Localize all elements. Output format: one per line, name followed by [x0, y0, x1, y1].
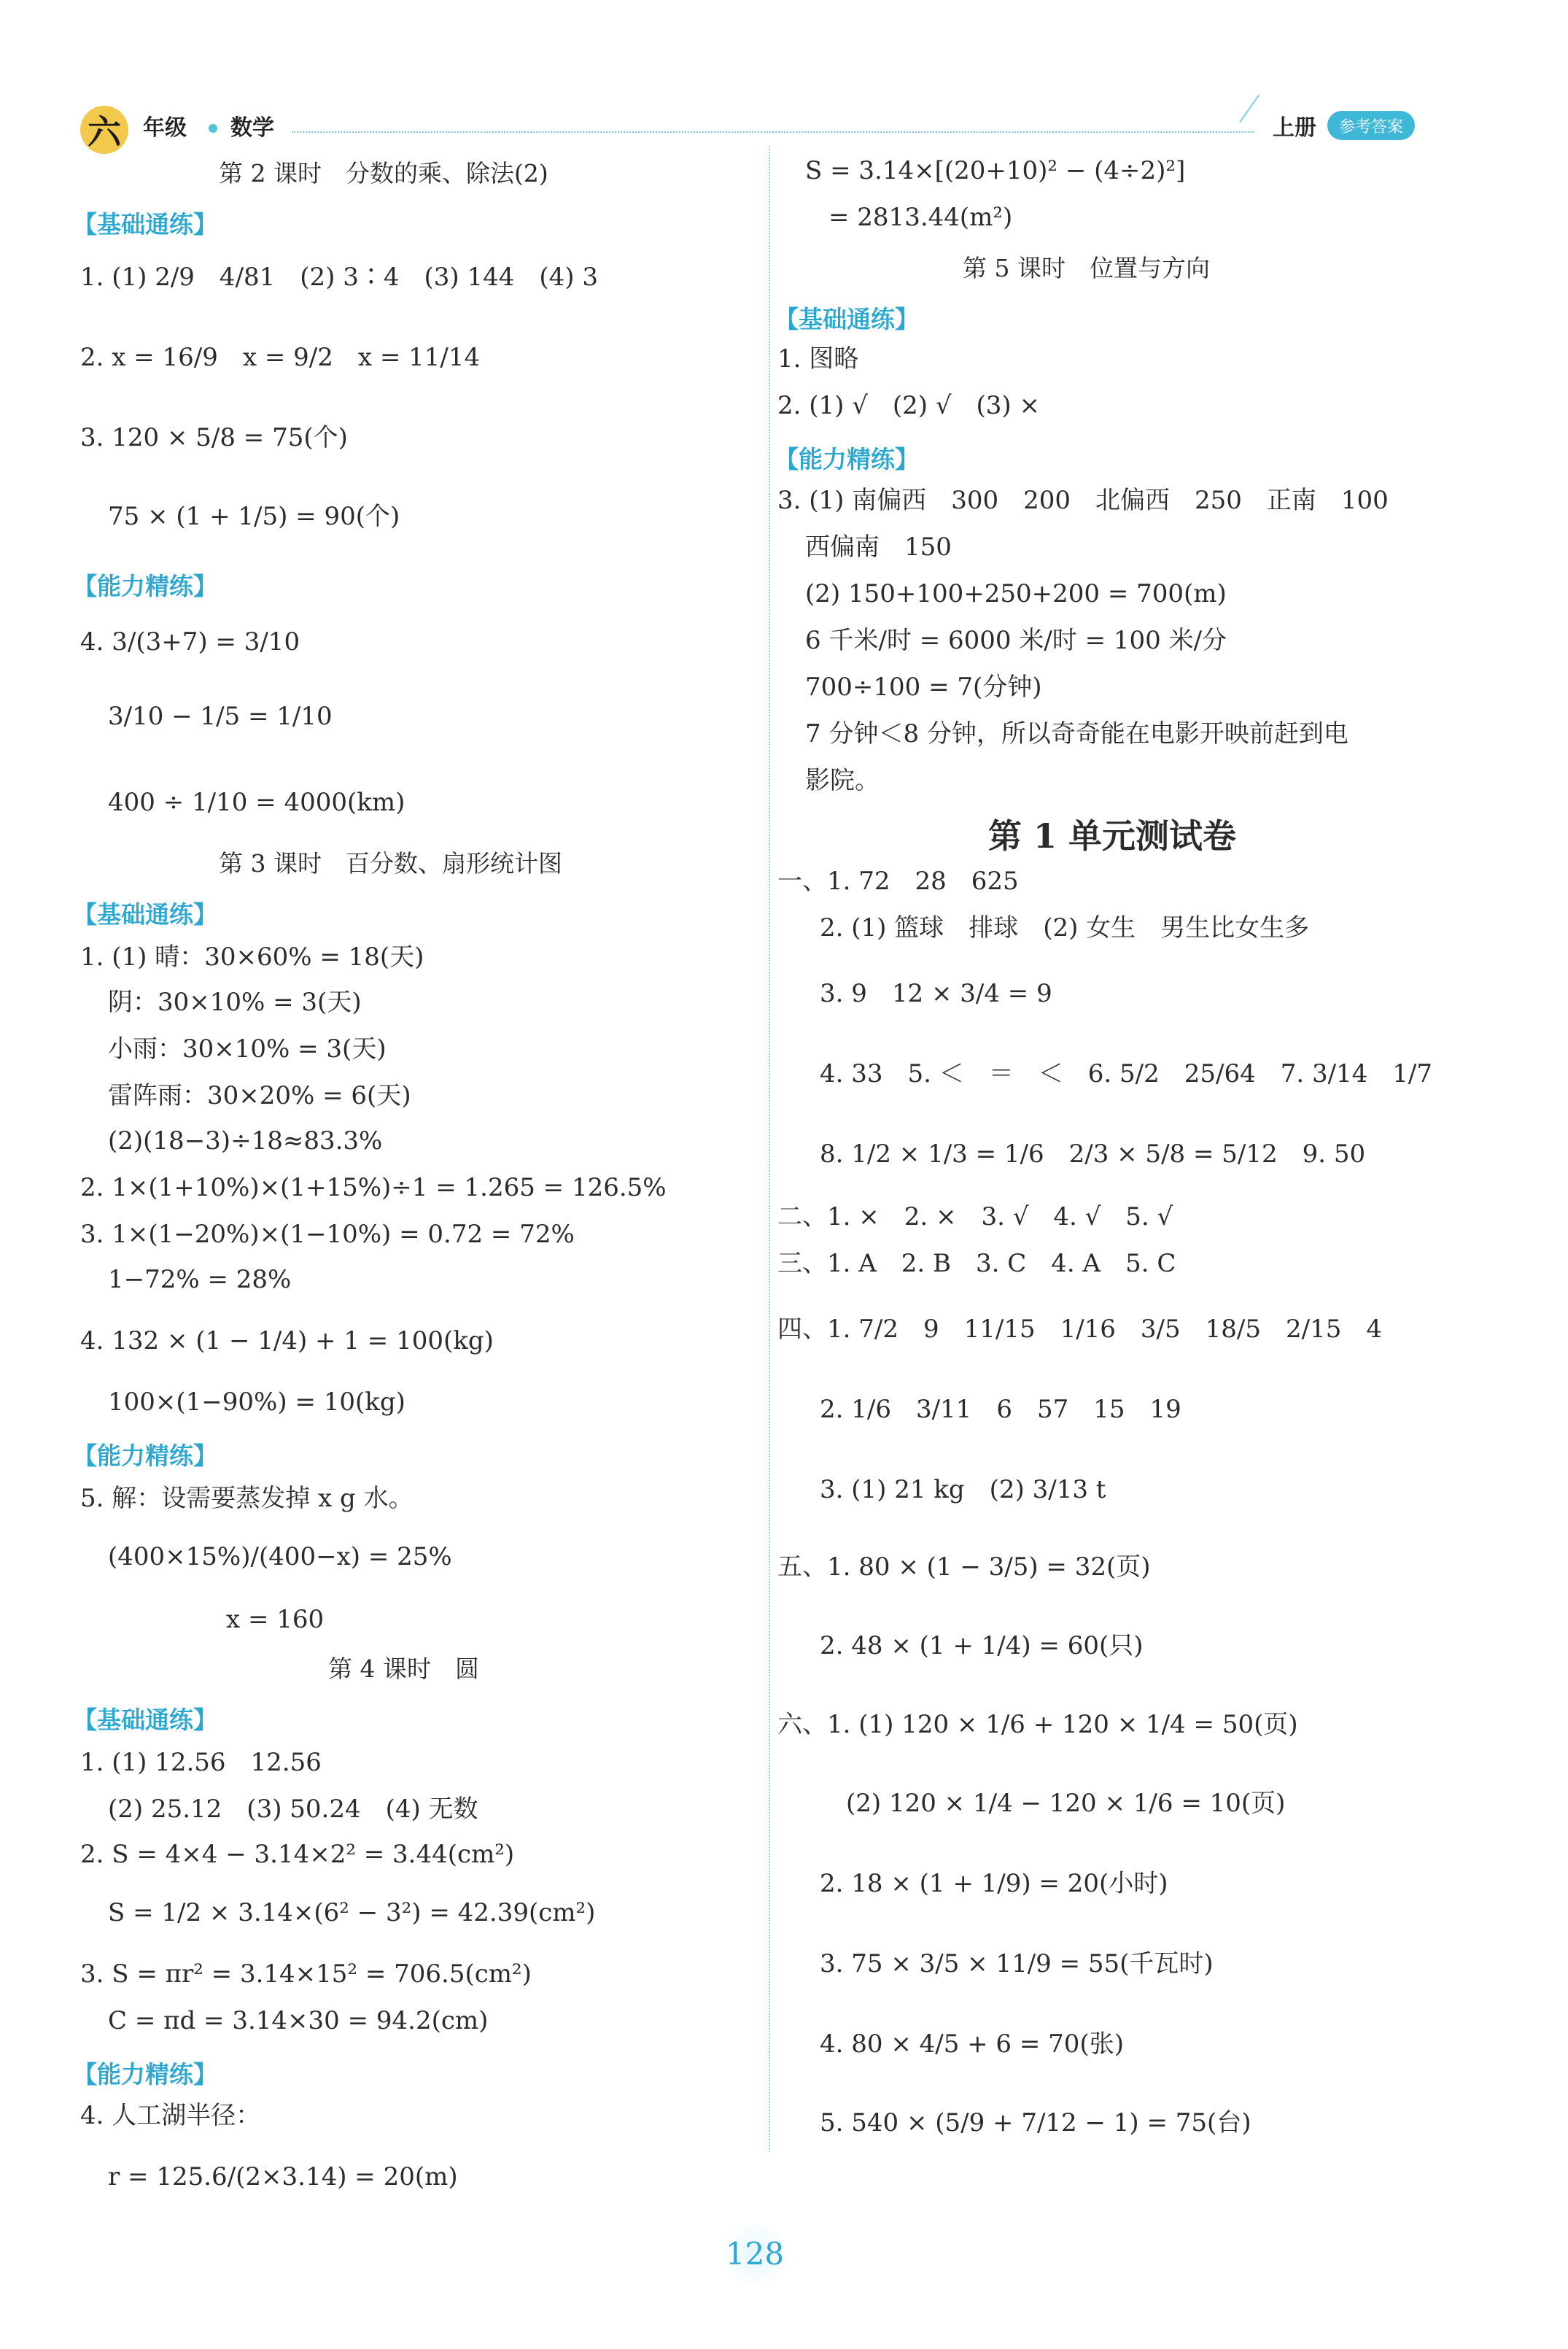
answer-line: 2. S = 4×4 − 3.14×2² = 3.44(cm²)	[80, 1840, 515, 1869]
lesson-title: 第 3 课时 百分数、扇形统计图	[219, 849, 562, 878]
answer-line: 二、1. × 2. × 3. √ 4. √ 5. √	[777, 1202, 1173, 1231]
answer-line: 四、1. 7/2 9 11/15 1/16 3/5 18/5 2/15 4	[777, 1315, 1382, 1344]
section-heading: 【能力精练】	[73, 2060, 217, 2089]
separator-dot-icon	[209, 124, 217, 133]
answer-line: 2. 18 × (1 + 1/9) = 20(小时)	[820, 1869, 1168, 1898]
section-heading: 【基础通练】	[775, 305, 919, 333]
answer-line: 阴：30×10% = 3(天)	[108, 988, 362, 1017]
section-heading: 【基础通练】	[73, 1706, 217, 1734]
lesson-title: 第 4 课时 圆	[328, 1655, 479, 1683]
answer-line: 4. 132 × (1 − 1/4) + 1 = 100(kg)	[80, 1326, 494, 1355]
answer-line: (2) 25.12 (3) 50.24 (4) 无数	[108, 1795, 478, 1824]
lesson-title: 第 2 课时 分数的乘、除法(2)	[219, 159, 548, 187]
answer-line: 700÷100 = 7(分钟)	[805, 673, 1042, 702]
volume-label: 上册	[1273, 115, 1316, 141]
answer-line: = 2813.44(m²)	[828, 203, 1013, 232]
answer-line: 3. (1) 南偏西 300 200 北偏西 250 正南 100	[777, 486, 1389, 515]
answer-line: (400×15%)/(400−x) = 25%	[108, 1542, 452, 1571]
answer-line: 2. x = 16/9 x = 9/2 x = 11/14	[80, 343, 481, 372]
answer-line: r = 125.6/(2×3.14) = 20(m)	[108, 2162, 458, 2191]
answer-line: 2. 48 × (1 + 1/4) = 60(只)	[820, 1631, 1144, 1660]
subject-label: 数学	[230, 115, 274, 141]
answer-line: 3. 75 × 3/5 × 11/9 = 55(千瓦时)	[820, 1949, 1214, 1978]
answer-line: (2) 120 × 1/4 − 120 × 1/6 = 10(页)	[846, 1789, 1286, 1818]
answer-line: (2)(18−3)÷18≈83.3%	[108, 1126, 383, 1156]
answer-line: 4. 33 5. ＜ ＝ ＜ 6. 5/2 25/64 7. 3/14 1/7	[820, 1059, 1433, 1088]
answer-line: 西偏南 150	[805, 533, 952, 562]
answer-line: 4. 3/(3+7) = 3/10	[80, 627, 300, 657]
lesson-title: 第 5 课时 位置与方向	[963, 254, 1210, 282]
section-heading: 【能力精练】	[73, 1441, 217, 1470]
answer-line: 3. (1) 21 kg (2) 3/13 t	[820, 1475, 1106, 1504]
answer-line: 5. 解：设需要蒸发掉 x g 水。	[80, 1484, 414, 1513]
answer-line: 1. (1) 2/9 4/81 (2) 3∶4 (3) 144 (4) 3	[80, 263, 598, 292]
section-heading: 【能力精练】	[775, 445, 919, 473]
page-number: 128	[715, 2225, 795, 2283]
answer-line: 1. (1) 12.56 12.56	[80, 1748, 322, 1777]
header-divider	[292, 131, 1254, 133]
column-divider	[769, 146, 770, 2152]
answer-line: 3. S = πr² = 3.14×15² = 706.5(cm²)	[80, 1959, 532, 1989]
answer-line: 2. (1) √ (2) √ (3) ×	[777, 391, 1040, 420]
answer-line: 影院。	[805, 766, 880, 795]
answer-line: 2. 1/6 3/11 6 57 15 19	[820, 1395, 1181, 1424]
answer-line: S = 3.14×[(20+10)² − (4÷2)²]	[805, 156, 1186, 185]
answer-line: 3. 1×(1−20%)×(1−10%) = 0.72 = 72%	[80, 1220, 575, 1249]
answer-line: 雷阵雨：30×20% = 6(天)	[108, 1081, 411, 1110]
answer-line: 2. (1) 篮球 排球 (2) 女生 男生比女生多	[820, 913, 1310, 943]
answer-line: 1. 图略	[777, 344, 859, 374]
answer-line: 4. 人工湖半径：	[80, 2101, 261, 2130]
answer-line: 五、1. 80 × (1 − 3/5) = 32(页)	[777, 1552, 1151, 1582]
header-slash	[1239, 95, 1260, 123]
answer-line: 400 ÷ 1/10 = 4000(km)	[108, 788, 405, 817]
answer-line: 2. 1×(1+10%)×(1+15%)÷1 = 1.265 = 126.5%	[80, 1173, 667, 1202]
section-heading: 【能力精练】	[73, 572, 217, 600]
answer-line: 4. 80 × 4/5 + 6 = 70(张)	[820, 2029, 1124, 2059]
answer-line: 100×(1−90%) = 10(kg)	[108, 1388, 405, 1417]
answer-line: 3. 120 × 5/8 = 75(个)	[80, 423, 348, 452]
answer-line: 一、1. 72 28 625	[777, 867, 1019, 896]
answer-line: x = 160	[226, 1605, 325, 1634]
answer-line: 1. (1) 晴：30×60% = 18(天)	[80, 943, 424, 972]
grade-label: 年级	[143, 115, 187, 141]
answer-line: 8. 1/2 × 1/3 = 1/6 2/3 × 5/8 = 5/12 9. 50	[820, 1139, 1366, 1169]
answer-line: 3/10 − 1/5 = 1/10	[108, 702, 333, 731]
answer-line: 3. 9 12 × 3/4 = 9	[820, 979, 1052, 1008]
answer-line: 三、1. A 2. B 3. C 4. A 5. C	[777, 1249, 1176, 1278]
answer-badge: 参考答案	[1327, 111, 1415, 140]
answer-line: 6 千米/时 = 6000 米/时 = 100 米/分	[805, 626, 1227, 655]
page-header	[0, 0, 1568, 152]
answer-line: 1−72% = 28%	[108, 1265, 292, 1294]
grade-badge: 六	[80, 106, 128, 154]
section-heading: 【基础通练】	[73, 210, 217, 239]
answer-line: S = 1/2 × 3.14×(6² − 3²) = 42.39(cm²)	[108, 1898, 596, 1927]
answer-line: 5. 540 × (5/9 + 7/12 − 1) = 75(台)	[820, 2108, 1251, 2137]
answer-line: 75 × (1 + 1/5) = 90(个)	[108, 502, 400, 531]
section-heading: 【基础通练】	[73, 900, 217, 929]
answer-line: (2) 150+100+250+200 = 700(m)	[805, 579, 1227, 608]
answer-line: C = πd = 3.14×30 = 94.2(cm)	[108, 2006, 489, 2035]
answer-line: 六、1. (1) 120 × 1/6 + 120 × 1/4 = 50(页)	[777, 1710, 1298, 1739]
unit-test-title: 第 1 单元测试卷	[988, 816, 1237, 856]
answer-line: 7 分钟＜8 分钟，所以奇奇能在电影开映前赶到电	[805, 719, 1348, 748]
answer-line: 小雨：30×10% = 3(天)	[108, 1034, 387, 1064]
